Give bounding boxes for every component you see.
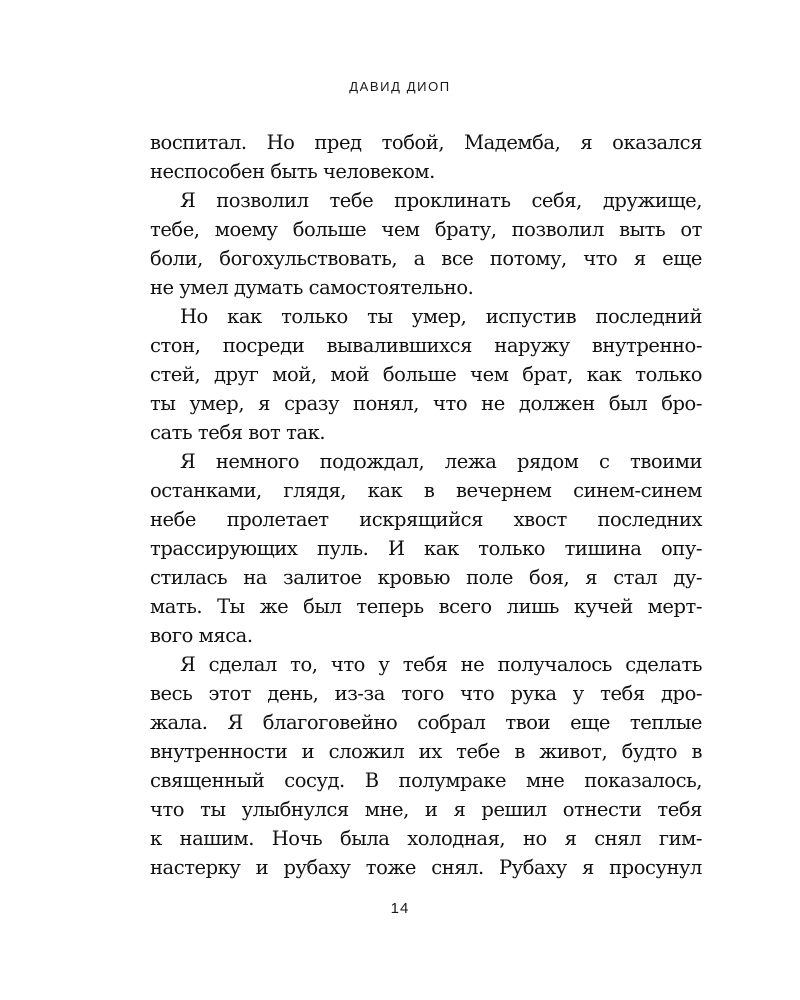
text-line: к нашим. Ночь была холодная, но я снял гим- [150,827,702,850]
text-line: что ты улыбнулся мне, и я решил отнести тебя [150,798,702,821]
text-line: весь этот день, из-за того что рука у тебя дро- [150,682,702,705]
text-line-paragraph-start: Но как только ты умер, испустив последний [180,305,702,328]
text-line: останками, глядя, как в вечернем синем-синем [150,479,702,502]
text-line: стей, друг мой, мой больше чем брат, как только [150,363,702,386]
text-line: тебе, моему больше чем брату, позволил выть от [150,218,702,241]
text-line: вого мяса. [150,624,253,647]
text-line: боли, богохульствовать, а все потому, что я еще [150,247,702,270]
text-line: небе пролетает искрящийся хвост последних [150,508,702,531]
text-line: внутренности и сложил их тебе в живот, будто в [150,740,702,763]
text-line: настерку и рубаху тоже снял. Рубаху я просунул [150,856,702,879]
text-line-paragraph-start: Я позволил тебе проклинать себя, дружище, [180,189,702,212]
text-line: воспитал. Но пред тобой, Мадемба, я оказался [150,131,702,154]
text-line: сать тебя вот так. [150,421,326,444]
text-line-paragraph-start: Я немного подождал, лежа рядом с твоими [180,450,702,473]
running-head-author: ДАВИД ДИОП [349,79,451,94]
text-line: мать. Ты же был теперь всего лишь кучей мерт- [150,595,702,618]
text-line: ты умер, я сразу понял, что не должен был бро- [150,392,702,415]
text-line: стилась на залитое кровью поле боя, я стал ду- [150,566,702,589]
text-line: жала. Я благоговейно собрал твои еще теплые [150,711,702,734]
text-line-paragraph-start: Я сделал то, что у тебя не получалось сделать [180,653,702,676]
body-text [150,128,702,882]
text-line: трассирующих пуль. И как только тишина опу- [150,537,702,560]
text-line: неспособен быть человеком. [150,160,435,183]
page-number: 14 [390,900,410,917]
text-line: не умел думать самостоятельно. [150,276,474,299]
text-line: священный сосуд. В полумраке мне показалось, [150,769,702,792]
text-line: стон, посреди вывалившихся наружу внутренно- [150,334,702,357]
